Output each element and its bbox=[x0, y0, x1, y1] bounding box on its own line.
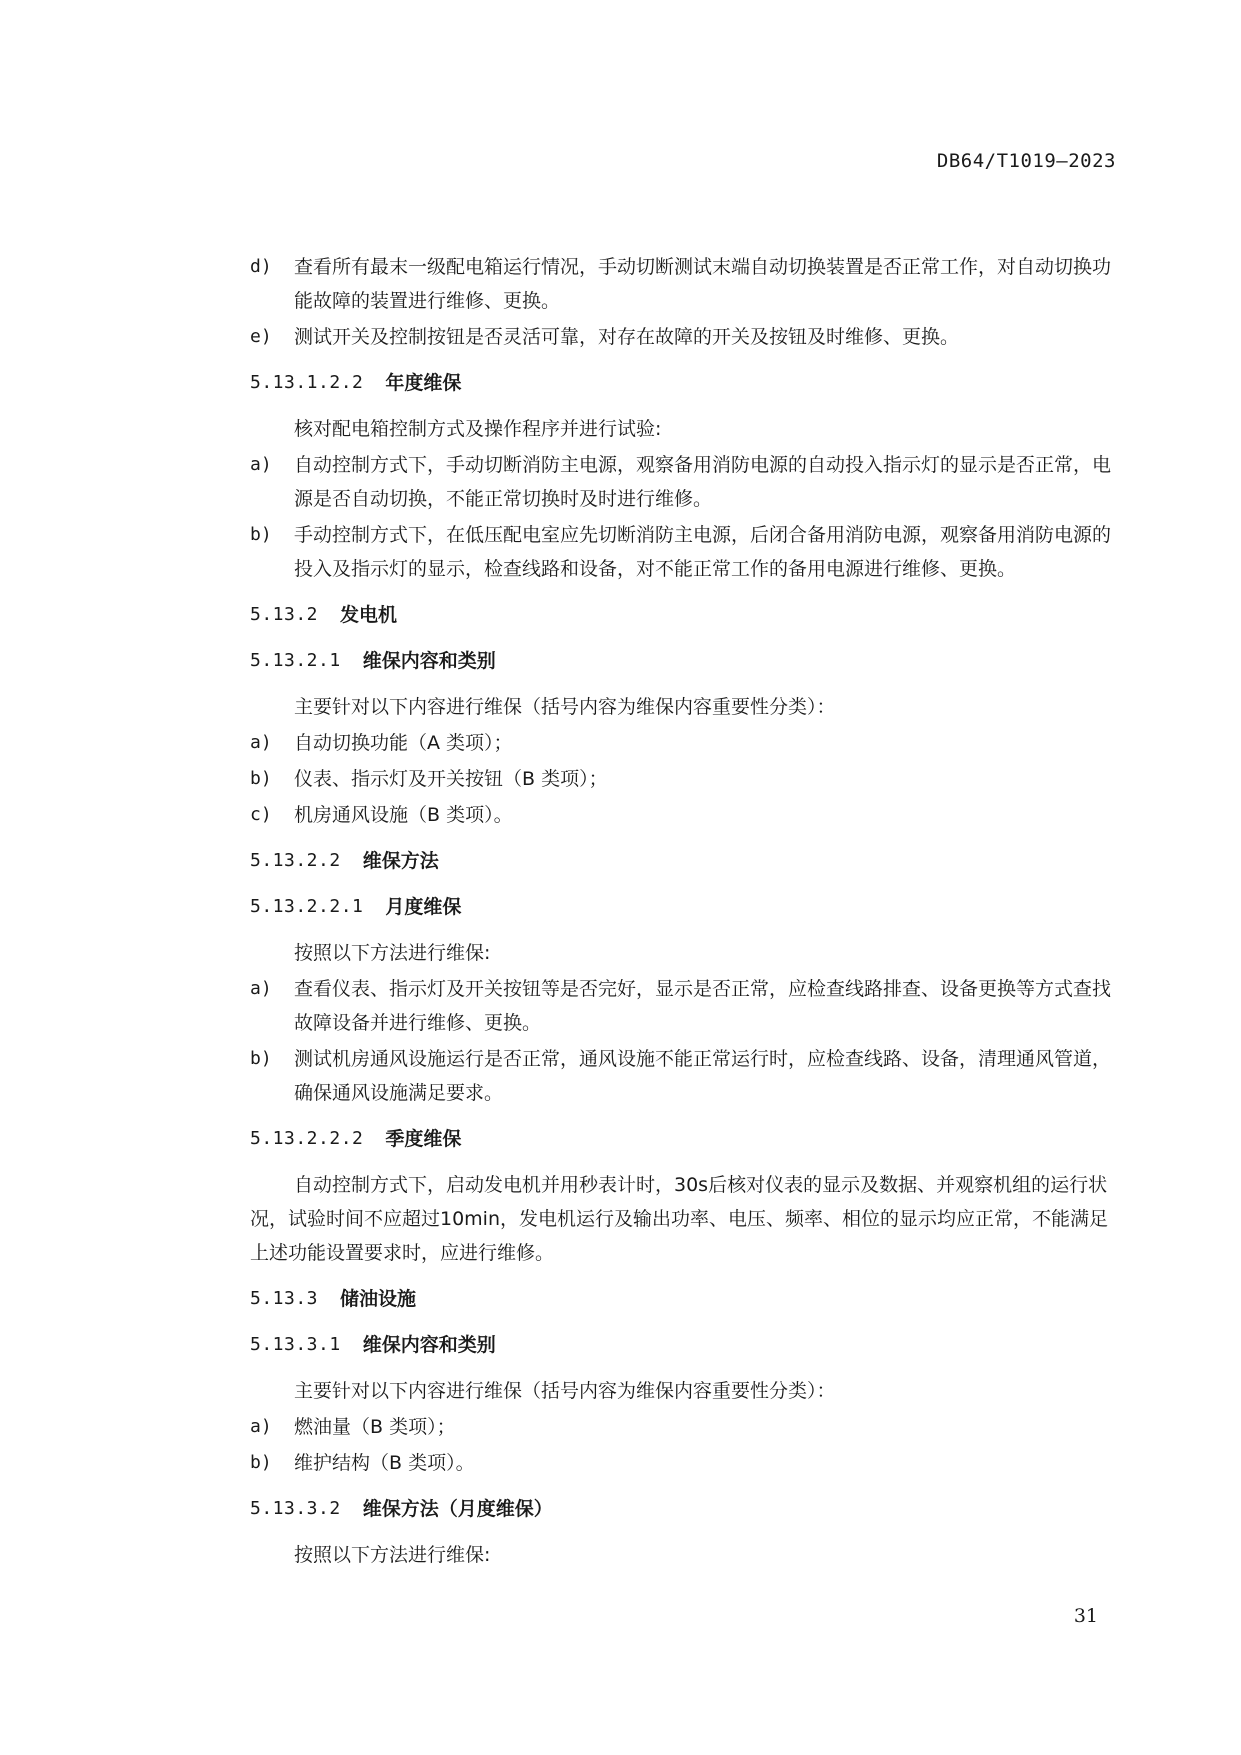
list-marker: a) bbox=[250, 978, 272, 999]
section-number: 5.13.3.2 bbox=[250, 1498, 341, 1519]
paragraph: 自动控制方式下，启动发电机并用秒表计时，30s后核对仪表的显示及数据、并观察机组的运行状况，试验时间不应超过10min，发电机运行及输出功率、电压、频率、相位的显示均应正常，不能满足上述功能设置要求时，应进行维修。 bbox=[250, 1174, 1109, 1264]
document-body bbox=[250, 250, 1122, 1574]
section-title: 月度维保 bbox=[385, 896, 462, 918]
list-text: 查看仪表、指示灯及开关按钮等是否完好，显示是否正常，应检查线路排查、设备更换等方式查找故障设备并进行维修、更换。 bbox=[294, 978, 1112, 1034]
paragraph: 核对配电箱控制方式及操作程序并进行试验: bbox=[294, 418, 662, 440]
paragraph: 主要针对以下内容进行维保（括号内容为维保内容重要性分类）： bbox=[294, 1380, 836, 1402]
list-text: 自动控制方式下，手动切断消防主电源，观察备用消防电源的自动投入指示灯的显示是否正常，电源是否自动切换，不能正常切换时及时进行维修。 bbox=[294, 454, 1112, 510]
section-heading bbox=[250, 1282, 1122, 1316]
list-text: 手动控制方式下，在低压配电室应先切断消防主电源，后闭合备用消防电源，观察备用消防电源的投入及指示灯的显示，检查线路和设备，对不能正常工作的备用电源进行维修、更换。 bbox=[294, 524, 1112, 580]
section-heading bbox=[250, 366, 1122, 400]
list-text: 维护结构（B 类项）。 bbox=[294, 1452, 475, 1474]
section-title: 储油设施 bbox=[340, 1288, 417, 1310]
section-number: 5.13.3.1 bbox=[250, 1334, 341, 1355]
list-item bbox=[250, 798, 1122, 832]
list-marker: b) bbox=[250, 1048, 272, 1069]
list-item bbox=[250, 1042, 1122, 1110]
section-title: 发电机 bbox=[340, 604, 398, 626]
list-marker: c) bbox=[250, 804, 272, 825]
list-text: 测试机房通风设施运行是否正常，通风设施不能正常运行时，应检查线路、设备，清理通风管道，确保通风设施满足要求。 bbox=[294, 1048, 1112, 1104]
list-text: 测试开关及控制按钮是否灵活可靠，对存在故障的开关及按钮及时维修、更换。 bbox=[294, 326, 960, 348]
list-marker: a) bbox=[250, 732, 272, 753]
section-heading bbox=[250, 1122, 1122, 1156]
list-text: 仪表、指示灯及开关按钮（B 类项）； bbox=[294, 768, 608, 790]
list-item bbox=[250, 1410, 1122, 1444]
section-title: 维保内容和类别 bbox=[362, 650, 496, 672]
list-marker: e) bbox=[250, 326, 272, 347]
section-heading bbox=[250, 890, 1122, 924]
list-text: 查看所有最末一级配电箱运行情况，手动切断测试末端自动切换装置是否正常工作，对自动切换功能故障的装置进行维修、更换。 bbox=[294, 256, 1112, 312]
section-title: 维保方法（月度维保） bbox=[362, 1498, 553, 1520]
section-number: 5.13.1.2.2 bbox=[250, 372, 364, 393]
list-text: 燃油量（B 类项）； bbox=[294, 1416, 456, 1438]
list-item bbox=[250, 726, 1122, 760]
list-item bbox=[250, 518, 1122, 586]
list-item bbox=[250, 320, 1122, 354]
list-item bbox=[250, 448, 1122, 516]
section-number: 5.13.2.2.1 bbox=[250, 896, 364, 917]
section-number: 5.13.2.2.2 bbox=[250, 1128, 364, 1149]
section-heading bbox=[250, 1328, 1122, 1362]
section-title: 年度维保 bbox=[385, 372, 462, 394]
page-number: 31 bbox=[1073, 1605, 1098, 1627]
list-marker: d) bbox=[250, 256, 272, 277]
standard-code: DB64/T1019—2023 bbox=[936, 150, 1116, 172]
section-number: 5.13.2 bbox=[250, 604, 319, 625]
section-heading bbox=[250, 598, 1122, 632]
section-title: 季度维保 bbox=[385, 1128, 462, 1150]
section-number: 5.13.2.2 bbox=[250, 850, 341, 871]
section-heading bbox=[250, 644, 1122, 678]
section-number: 5.13.3 bbox=[250, 1288, 319, 1309]
paragraph: 按照以下方法进行维保: bbox=[294, 942, 491, 964]
list-marker: a) bbox=[250, 1416, 272, 1437]
list-item bbox=[250, 972, 1122, 1040]
section-number: 5.13.2.1 bbox=[250, 650, 341, 671]
list-marker: a) bbox=[250, 454, 272, 475]
list-marker: b) bbox=[250, 524, 272, 545]
list-marker: b) bbox=[250, 768, 272, 789]
list-text: 机房通风设施（B 类项）。 bbox=[294, 804, 513, 826]
list-item bbox=[250, 1446, 1122, 1480]
list-item bbox=[250, 762, 1122, 796]
paragraph: 按照以下方法进行维保: bbox=[294, 1544, 491, 1566]
section-title: 维保方法 bbox=[362, 850, 439, 872]
section-heading bbox=[250, 1492, 1122, 1526]
paragraph: 主要针对以下内容进行维保（括号内容为维保内容重要性分类）： bbox=[294, 696, 836, 718]
list-item bbox=[250, 250, 1122, 318]
list-text: 自动切换功能（A 类项）； bbox=[294, 732, 513, 754]
list-marker: b) bbox=[250, 1452, 272, 1473]
section-title: 维保内容和类别 bbox=[362, 1334, 496, 1356]
section-heading bbox=[250, 844, 1122, 878]
